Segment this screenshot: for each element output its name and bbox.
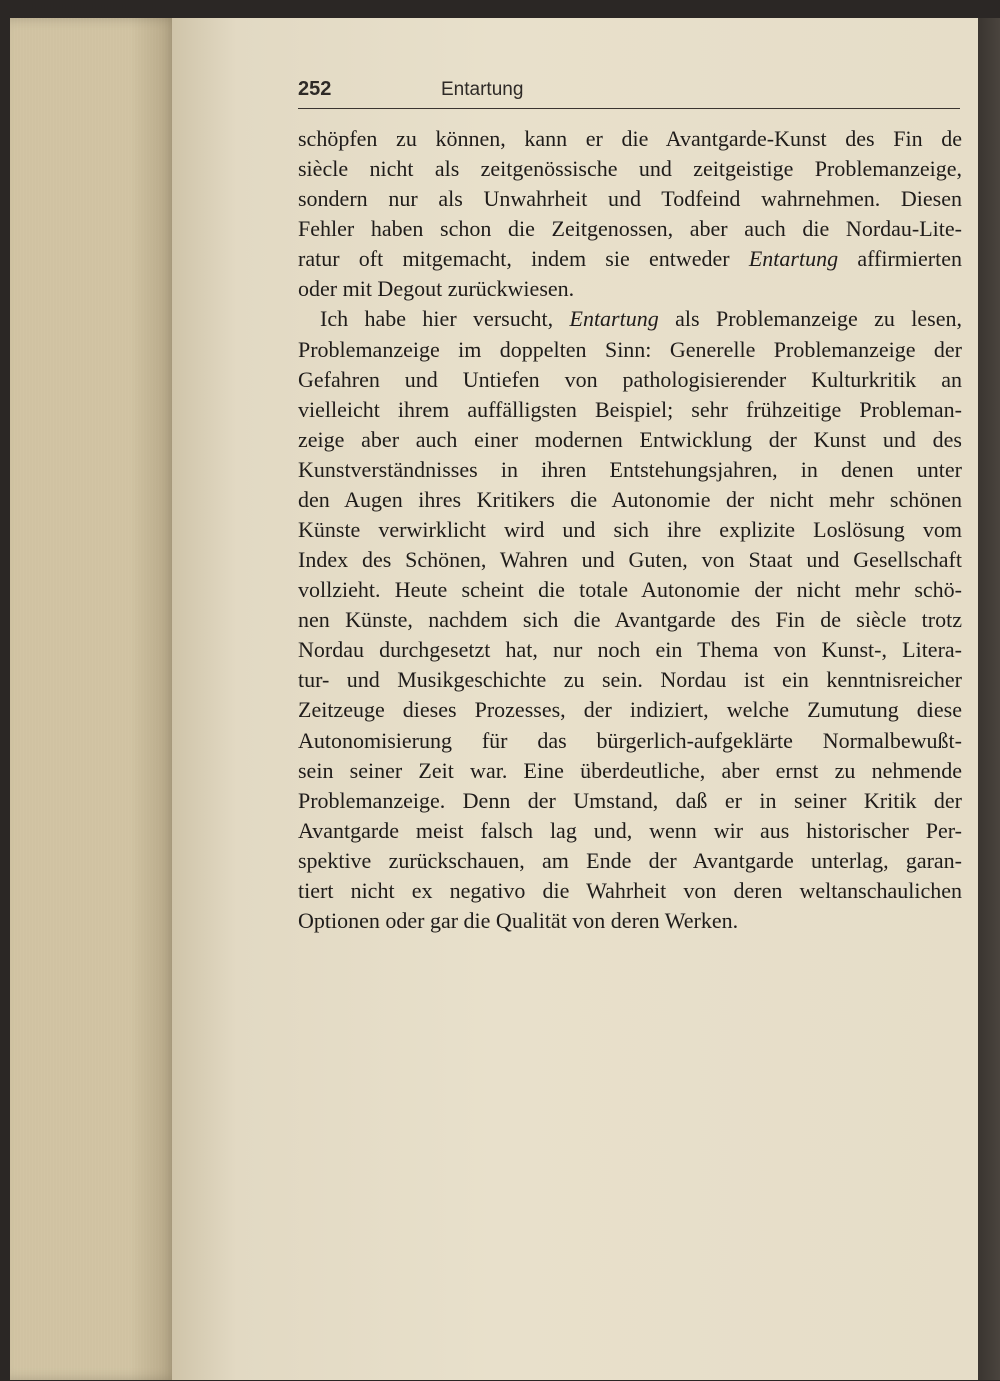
text-line: Nordau durchgesetzt hat, nur noch ein Thema von Kunst-, Litera- — [298, 637, 962, 663]
text-line: Index des Schönen, Wahren und Guten, von Staat und Gesellschaft — [298, 547, 962, 573]
paragraph — [298, 124, 962, 304]
text-line: spektive zurückschauen, am Ende der Avantgarde unterlag, garan- — [298, 847, 962, 873]
body-text — [298, 124, 962, 936]
text-line: tiert nicht ex negativo die Wahrheit von deren weltanschaulichen — [298, 877, 962, 903]
text-line: vollzieht. Heute scheint die totale Autonomie der nicht mehr schö- — [298, 577, 962, 603]
text-line: vielleicht ihrem auffälligsten Beispiel; sehr frühzeitige Probleman- — [298, 396, 962, 422]
page-header — [298, 78, 960, 109]
text-line: Künste verwirklicht wird und sich ihre explizite Loslösung vom — [298, 517, 962, 543]
text-line: nen Künste, nachdem sich die Avantgarde des Fin de siècle trotz — [298, 607, 962, 633]
text-line: schöpfen zu können, kann er die Avantgarde-Kunst des Fin de — [298, 126, 962, 151]
italic-title: Entartung — [569, 306, 659, 332]
text-line: Autonomisierung für das bürgerlich-aufgeklärte Normalbewußt- — [298, 727, 962, 753]
text-line: zeige aber auch einer modernen Entwicklung der Kunst und des — [298, 426, 962, 452]
text-line: Problemanzeige. Denn der Umstand, daß er in seiner Kritik der — [298, 787, 962, 813]
paragraph — [298, 304, 962, 936]
text-line: Ich habe hier versucht, Entartung als Problemanzeige zu lesen, — [320, 306, 962, 332]
italic-title: Entartung — [748, 246, 839, 272]
scan-right-edge — [978, 18, 1000, 1380]
text-line: Avantgarde meist falsch lag und, wenn wir aus historischer Per- — [298, 817, 962, 843]
text-line: sondern nur als Unwahrheit und Todfeind wahrnehmen. Diesen — [298, 186, 962, 212]
text-line: ratur oft mitgemacht, indem sie entweder Entartung affirmierten — [298, 246, 962, 272]
text-line: siècle nicht als zeitgenössische und zeitgeistige Problemanzeige, — [298, 156, 962, 182]
text-line: Problemanzeige im doppelten Sinn: Generelle Problemanzeige der — [298, 336, 962, 362]
running-title: Entartung — [441, 79, 524, 100]
text-line: sein seiner Zeit war. Eine überdeutliche, aber ernst zu nehmende — [298, 757, 962, 783]
text-line: tur- und Musikgeschichte zu sein. Nordau ist ein kenntnisreicher — [298, 667, 962, 693]
text-line: Gefahren und Untiefen von pathologisierender Kulturkritik an — [298, 366, 962, 392]
page-number: 252 — [298, 78, 332, 100]
text-line: Fehler haben schon die Zeitgenossen, aber auch die Nordau-Lite- — [298, 216, 962, 242]
text-line: Optionen oder gar die Qualität von deren Werken. — [298, 908, 739, 934]
text-line: den Augen ihres Kritikers die Autonomie der nicht mehr schönen — [298, 486, 962, 512]
text-line: oder mit Degout zurückwiesen. — [298, 276, 575, 302]
text-line: Zeitzeuge dieses Prozesses, der indiziert, welche Zumutung diese — [298, 697, 962, 723]
text-line: Kunstverständnisses in ihren Entstehungsjahren, in denen unter — [298, 456, 962, 482]
